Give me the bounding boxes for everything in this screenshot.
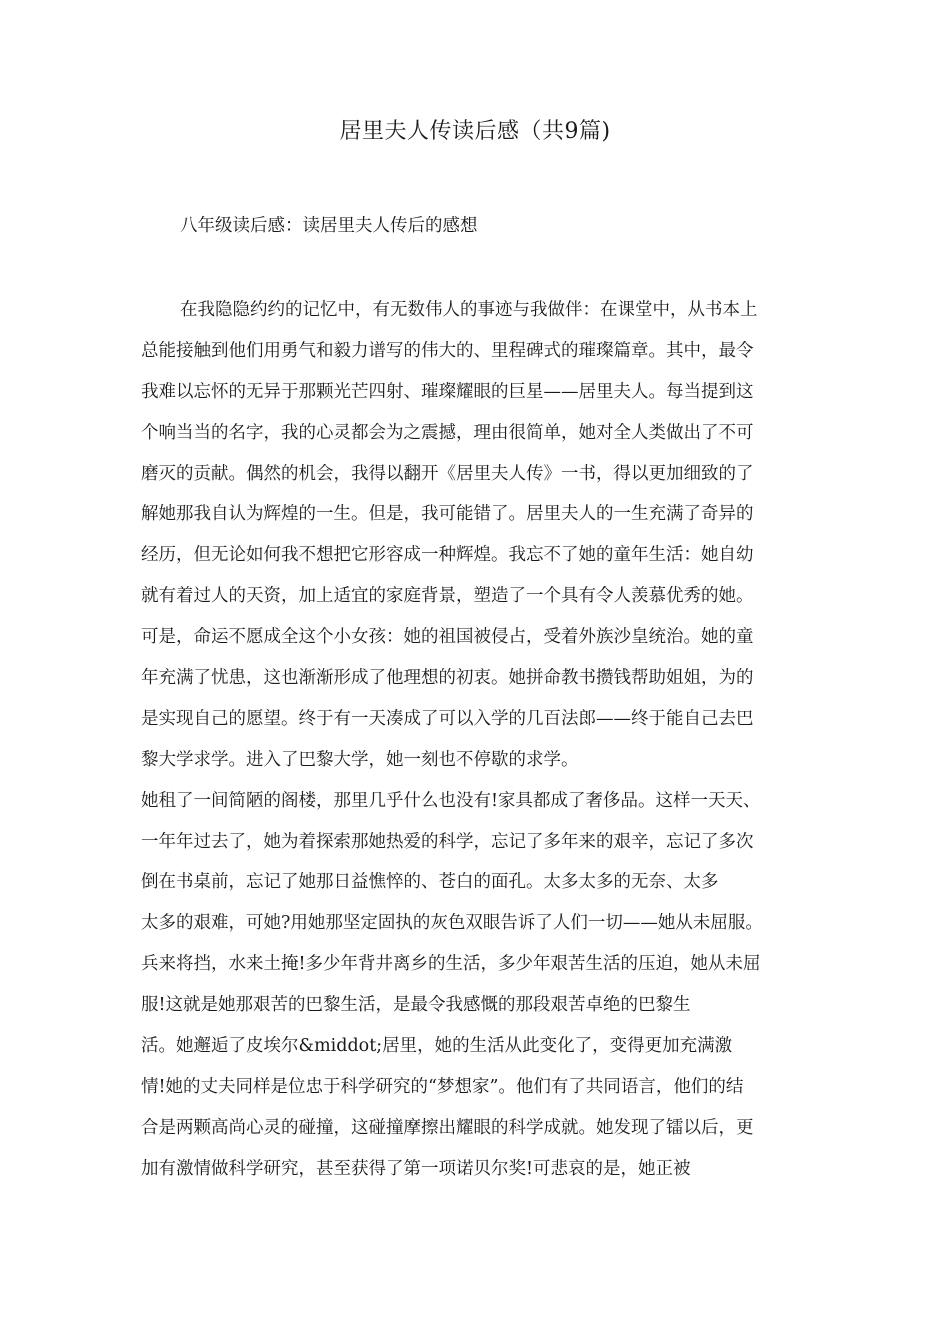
body-line: 经历，但无论如何我不想把它形容成一种辉煌。我忘不了她的童年生活：她自幼: [141, 545, 754, 566]
body-line: 年充满了忧患，这也渐渐形成了他理想的初衷。她拼命教书攒钱帮助姐姐，为的: [141, 668, 754, 689]
body-line: 在我隐隐约约的记忆中，有无数伟人的事迹与我做伴：在课堂中，从书本上: [180, 300, 758, 320]
body-line: 服!这就是她那艰苦的巴黎生活，是最令我感慨的那段艰苦卓绝的巴黎生: [141, 995, 691, 1016]
body-line: 总能接触到他们用勇气和毅力谱写的伟大的、里程碑式的璀璨篇章。其中，最令: [141, 340, 754, 361]
body-line: 合是两颗高尚心灵的碰撞，这碰撞摩擦出耀眼的科学成就。她发现了镭以后，更: [141, 1117, 754, 1138]
body-line: 加有激情做科学研究，甚至获得了第一项诺贝尔奖!可悲哀的是，她正被: [141, 1158, 691, 1179]
body-line: 活。她邂逅了皮埃尔&middot;居里，她的生活从此变化了，变得更加充满激: [141, 1036, 733, 1057]
body-line: 兵来将挡，水来土掩!多少年背井离乡的生活，多少年艰苦生活的压迫，她从未屈: [141, 954, 761, 975]
document-body: [141, 290, 821, 1190]
body-line: 磨灭的贡献。偶然的机会，我得以翻开《居里夫人传》一书，得以更加细致的了: [141, 463, 754, 484]
document-subtitle: 八年级读后感：读居里夫人传后的感想: [180, 216, 478, 236]
body-line: 是实现自己的愿望。终于有一天凑成了可以入学的几百法郎——终于能自己去巴: [141, 708, 754, 729]
body-line: 解她那我自认为辉煌的一生。但是，我可能错了。居里夫人的一生充满了奇异的: [141, 504, 754, 525]
body-line: 个响当当的名字，我的心灵都会为之震撼，理由很简单，她对全人类做出了不可: [141, 422, 754, 443]
body-line: 就有着过人的天资，加上适宜的家庭背景，塑造了一个具有令人羡慕优秀的她。: [141, 586, 754, 607]
body-line: 一年年过去了，她为着探索那她热爱的科学，忘记了多年来的艰辛，忘记了多次: [141, 831, 754, 852]
body-line: 我难以忘怀的无异于那颗光芒四射、璀璨耀眼的巨星——居里夫人。每当提到这: [141, 381, 754, 402]
body-line: 黎大学求学。进入了巴黎大学，她一刻也不停歇的求学。: [141, 749, 579, 770]
document-title: 居里夫人传读后感（共9篇): [339, 119, 611, 144]
body-line: 情!她的丈夫同样是位忠于科学研究的“梦想家”。他们有了共同语言，他们的结: [141, 1076, 744, 1097]
body-line: 倒在书桌前，忘记了她那日益憔悴的、苍白的面孔。太多太多的无奈、太多: [141, 872, 719, 893]
body-line: 她租了一间简陋的阁楼，那里几乎什么也没有!家具都成了奢侈品。这样一天天、: [141, 790, 761, 811]
body-line: 太多的艰难，可她?用她那坚定固执的灰色双眼告诉了人们一切——她从未屈服。: [141, 913, 763, 934]
body-line: 可是，命运不愿成全这个小女孩：她的祖国被侵占，受着外族沙皇统治。她的童: [141, 627, 754, 648]
